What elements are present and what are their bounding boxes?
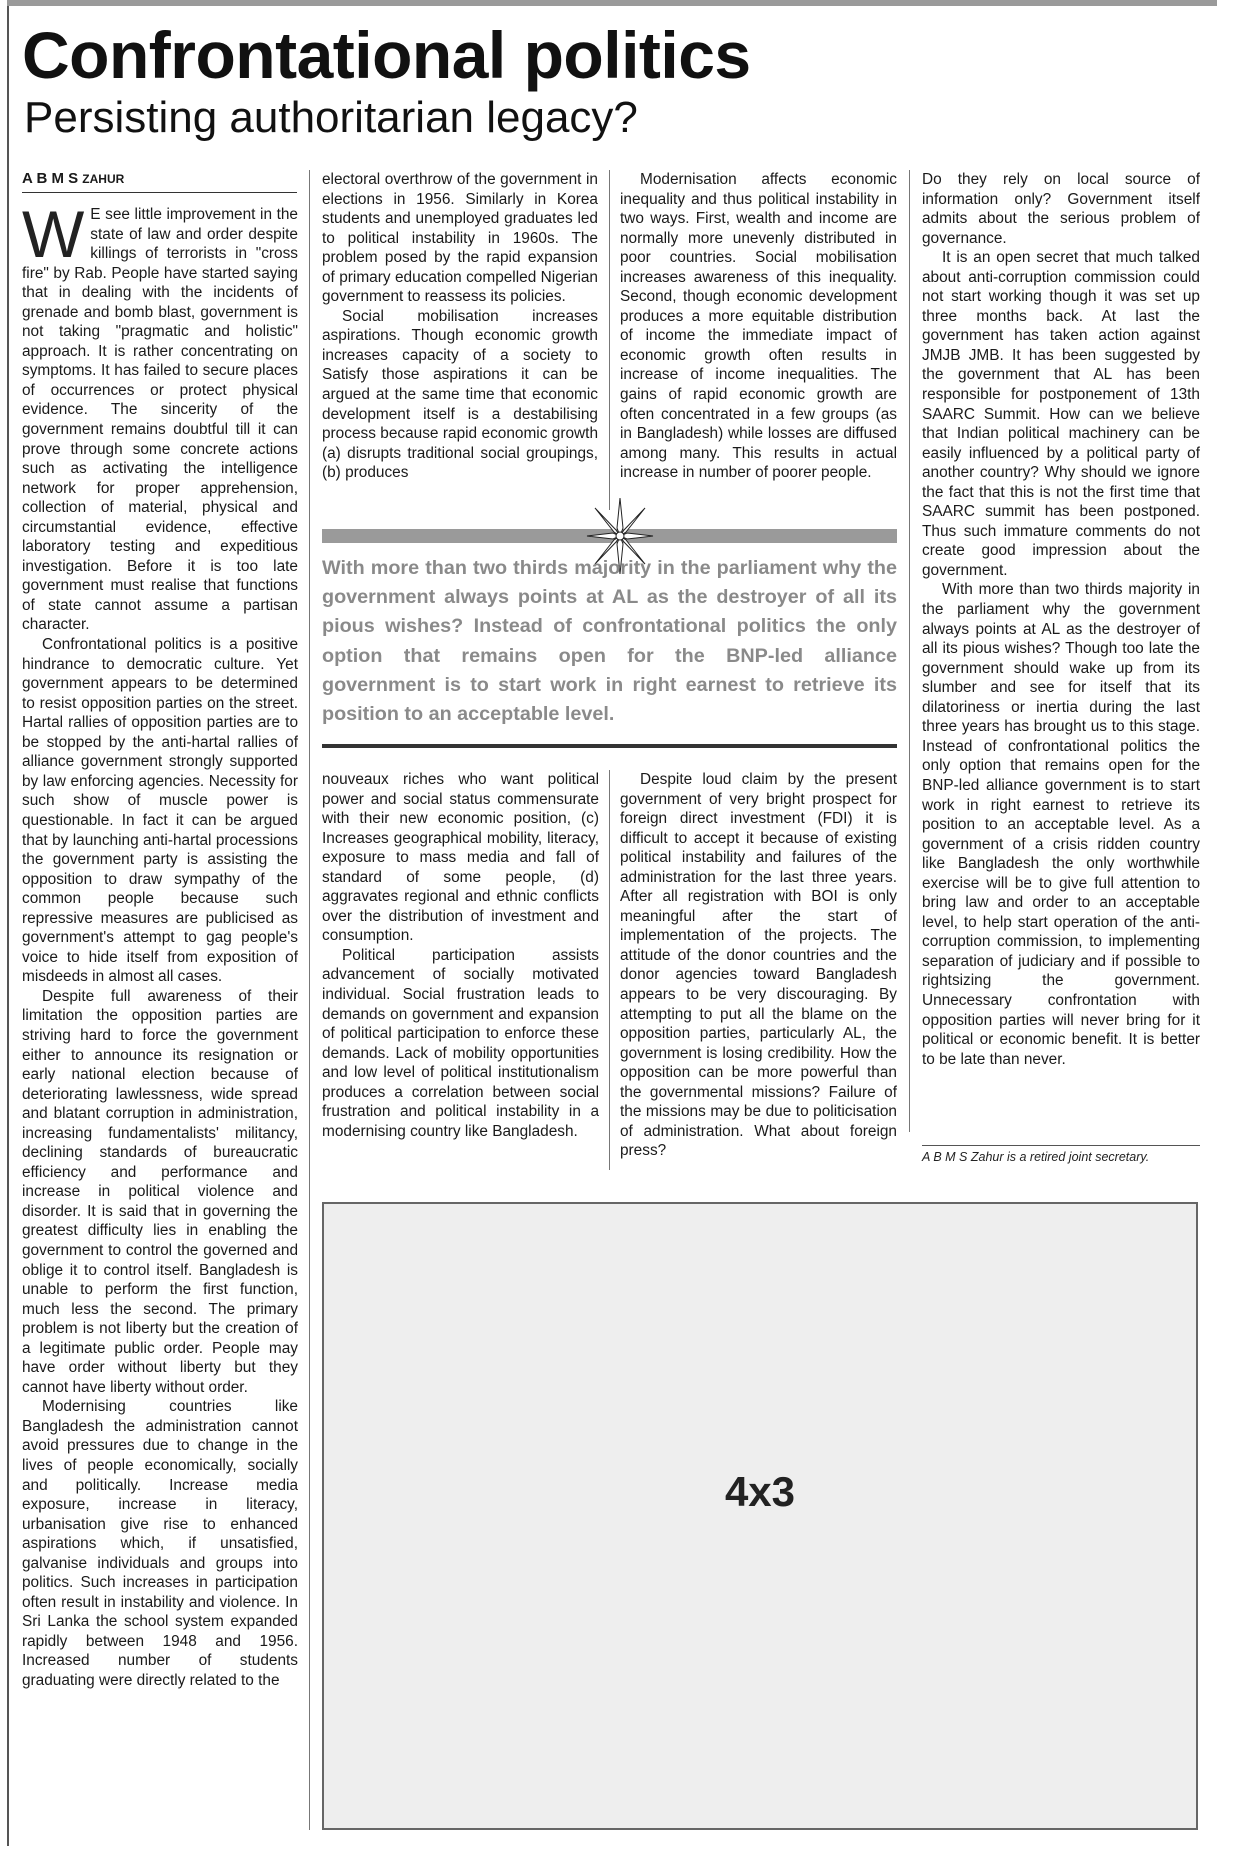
column-2-top	[322, 170, 598, 510]
column-2-bottom	[322, 770, 599, 1170]
paragraph: It is an open secret that much talked about anti-corruption commission could not start working though it was set up three months back. At last the government has taken action against JMJB JMB. It has been suggested by the government that AL has been responsible for postponement of 13th SAARC Summit. How can we believe that Indian political machinery can be easily influenced by a political party of another country? Why should we ignore the fact that this is not the first time that SAARC summit has been postponed. Thus such immature comments do not create good impression about the government.	[922, 249, 1200, 579]
top-rule	[7, 0, 1217, 6]
paragraph: With more than two thirds majority in the parliament why the government always points at AL as the destroyer of all its pious wishes? Though too late the government should wake up from its slumber and see for itself that its dilatoriness or inertia during the last three years has brought us to this stage. Instead of confrontational politics the only option that remains open for the BNP-led alliance government is to start work in right earnest to retrieve its position to an acceptable level. As a government of a crisis ridden country like Bangladesh the only worthwhile exercise will be to give full attention to bring law and order to an acceptable level, to help start operation of the anti-corruption commission, to implementing separation of judiciary and if possible to rightsizing the government. Unnecessary confrontation with opposition parties will never bring for it political or economic benefit. It is better to be late than never.	[922, 581, 1200, 1068]
left-rule	[7, 6, 9, 1846]
author-note: A B M S Zahur is a retired joint secretary.	[922, 1145, 1200, 1164]
column-4	[922, 170, 1200, 1132]
column-1	[22, 205, 298, 1833]
paragraph: Political participation assists advancement of socially motivated individual. Social frustration leads to demands on government and expansion of political participation to enforce these demands. Lack of mobility opportunities and low level of political institutionalism produces a correlation between social frustration and political instability in a modernising country like Bangladesh.	[322, 946, 599, 1140]
subheadline: Persisting authoritarian legacy?	[24, 93, 638, 142]
column-3-top	[620, 170, 897, 510]
column-divider	[609, 770, 610, 1170]
paragraph: nouveaux riches who want political power and social status commensurate with their new economic position, (c) Increases geographical mobility, literacy, exposure to mass media and fall of standard of some people, (d) aggravates regional and ethnic conflicts over the distribution of investment and consumption.	[322, 771, 599, 945]
paragraph: W E see little improvement in the state of law and order despite killings of terrorists in "cross fire" by Rab. People have started saying that in dealing with the incidents of grenade and bomb blast, government is not taking "pragmatic and holistic" approach. It is rather concentrating on symptoms. It has failed to secure places of occurrences or protect physical evidence. The sincerity of the government remains doubtful till it can prove through some concrete actions such as activating the intelligence network for proper apprehension, collection of material, physical and circumstantial evidence, effective laboratory testing and expeditious investigation. Before it is too late government must realise that functions of state cannot assume a partisan character.	[22, 205, 298, 634]
advertisement-placeholder	[322, 1202, 1198, 1830]
paragraph: Social mobilisation increases aspirations. Though economic growth increases capacity of a society to Satisfy those aspirations it can be argued at the same time that economic development itself is a destabilising process because rapid economic growth (a) disrupts traditional social groupings, (b) produces	[322, 307, 598, 482]
headline: Confrontational politics	[22, 18, 751, 92]
drop-cap: W	[22, 205, 85, 271]
byline-surname: ZAHUR	[82, 172, 125, 186]
paragraph: Despite loud claim by the present government of very bright prospect for foreign direct investment (FDI) it is difficult to accept it because of existing political instability and failures of the administration for the last three years. After all registration with BOI is only meaningful after the start of implementation of the projects. The attitude of the donor countries and the donor agencies toward Bangladesh appears to be very discouraging. By attempting to put all the blame on the opposition parties, particularly AL, the government is losing credibility. How the opposition can be more powerful than the governmental missions? Failure of the missions may be due to politicisation of administration. What about foreign press?	[620, 771, 897, 1160]
paragraph: Modernisation affects economic inequality and thus political instability in two ways. First, wealth and income are normally more unevenly distributed in poor countries. Social mobilisation increases awareness of this inequality. Second, though economic development produces a more equitable distribution of income the immediate impact of economic growth often results in increase of income inequalities. The gains of rapid economic growth are often concentrated in a few groups (as in Bangladesh) while losses are diffused among many. This results in actual increase in number of poorer people.	[620, 171, 897, 482]
byline	[22, 170, 297, 193]
pull-quote: With more than two thirds majority in the parliament why the government always points at AL as the destroyer of all its pious wishes? Instead of confrontational politics the only option that remains open for the BNP-led alliance government is to start work in right earnest to retrieve its position to an acceptable level.	[322, 557, 897, 726]
paragraph: Confrontational politics is a positive hindrance to democratic culture. Yet government appears to be determined to resist opposition parties on the street. Hartal rallies of opposition parties are to be stopped by the anti-hartal rallies of alliance government strongly supported by law enforcing agencies. Necessity for such show of muscle power is questionable. In fact it can be argued that by launching anti-hartal processions the government party is assisting the opposition to draw sympathy of the common people because such repressive measures are publicised as government's attempt to gag people's voice to hide itself from exposition of misdeeds in almost all cases.	[22, 636, 298, 986]
advertisement-size-label: 4x3	[724, 1468, 796, 1515]
column-divider	[309, 170, 310, 1830]
paragraph: Modernising countries like Bangladesh the administration cannot avoid pressures due to change in the lives of people economically, socially and politically. Increase media exposure, increase in literacy, urbanisation give rise to enhanced aspirations which, if unsatisfied, galvanise individuals and groups into politics. Such increases in participation often result in instability and violence. In Sri Lanka the school system expanded rapidly between 1948 and 1956. Increased number of students graduating were directly related to the	[22, 1398, 298, 1690]
paragraph: electoral overthrow of the government in elections in 1956. Similarly in Korea students and unemployed graduates led to political instability in 1960s. The problem posed by the rapid expansion of primary education compelled Nigerian government to reassess its policies.	[322, 171, 598, 306]
byline-initials: A B M S	[22, 170, 83, 187]
pull-quote-bottom-rule	[322, 744, 897, 748]
column-divider	[909, 170, 910, 1132]
paragraph: Despite full awareness of their limitation the opposition parties are striving hard to force the government either to announce its resignation or early national election because of deteriorating lawlessness, wide spread and blatant corruption in administration, increasing fundamentalists' militancy, declining standards of bureaucratic efficiency and performance and increase in political violence and disorder. It is said that in governing the greatest difficulty lies in enabling the government to control the governed and oblige it to control itself. Bangladesh is unable to perform the first function, much less the second. The primary problem is not liberty but the creation of a legitimate public order. People may have order without liberty but they cannot have liberty without order.	[22, 987, 298, 1396]
column-3-bottom	[620, 770, 897, 1170]
column-divider	[609, 170, 610, 510]
paragraph: Do they rely on local source of information only? Government itself admits about the serious problem of governance.	[922, 171, 1200, 247]
